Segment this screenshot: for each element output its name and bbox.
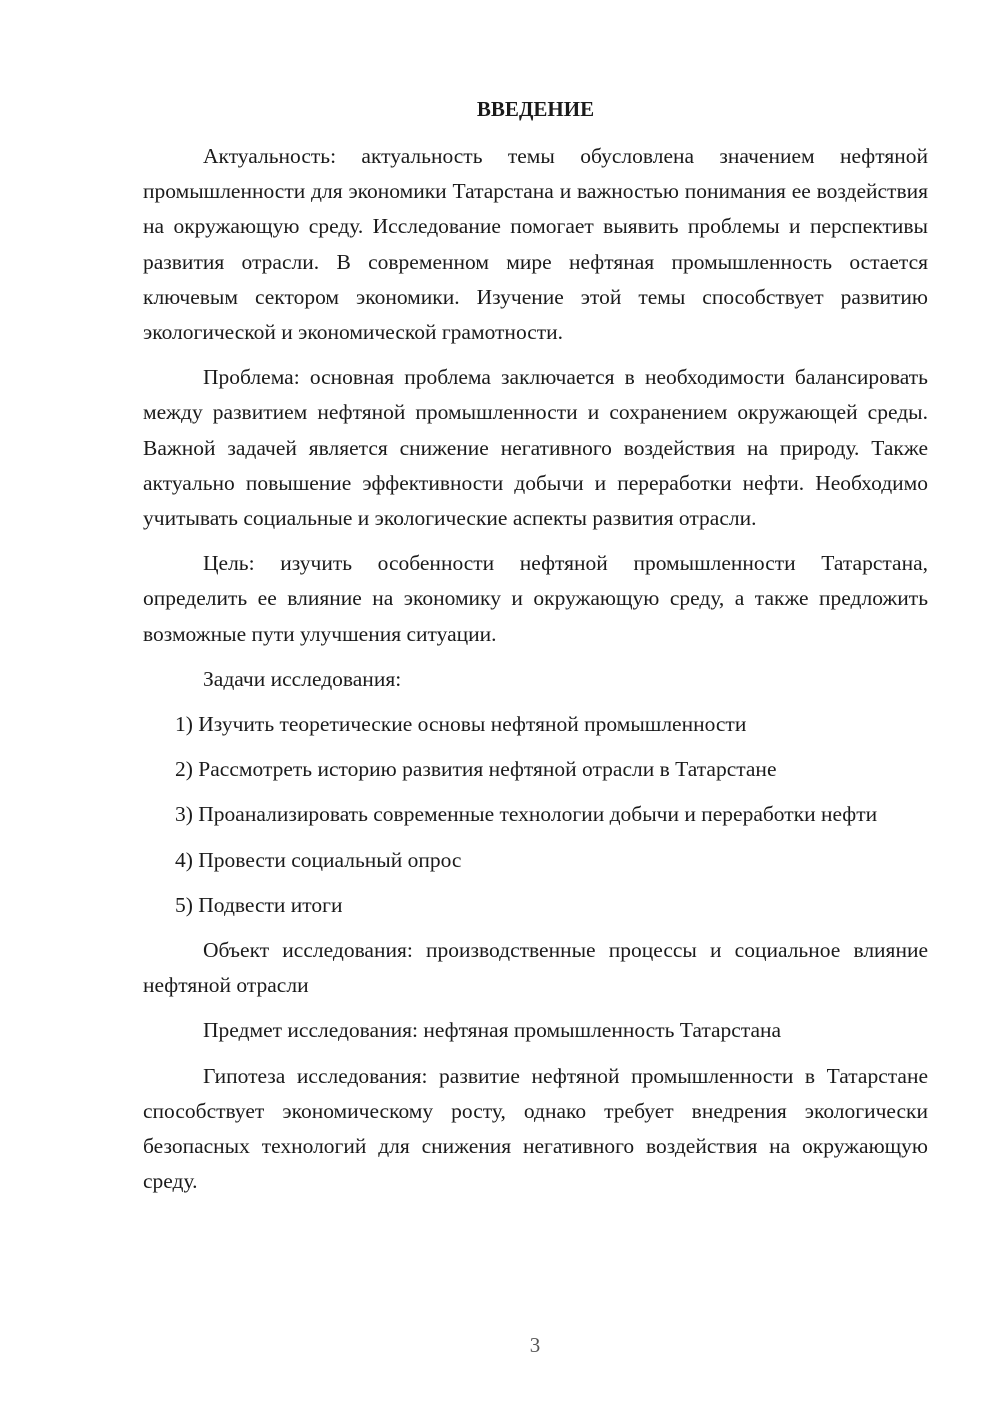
relevance-paragraph: Актуальность: актуальность темы обусловлена значением нефтяной промышленности для экономики Татарстана и важностью понимания ее воздействия на окружающую среду. Исследование помогает выявить проблемы и перспективы развития отрасли. В современном мире нефтяная промышленность остается ключевым сектором экономики. Изучение этой темы способствует развитию экологической и экономической грамотности. [143, 144, 928, 345]
section-title: ВВЕДЕНИЕ [476, 97, 595, 121]
document-page [143, 92, 928, 1209]
goal-paragraph: Цель: изучить особенности нефтяной промышленности Татарстана, определить ее влияние на экономику и окружающую среду, а также предложить возможные пути улучшения ситуации. [143, 551, 928, 646]
page-number: 3 [529, 1333, 541, 1357]
task-item-4: 4) Провести социальный опрос [175, 847, 462, 872]
task-item-1: 1) Изучить теоретические основы нефтяной промышленности [175, 712, 747, 737]
task-item-5: 5) Подвести итоги [175, 892, 343, 917]
subject-paragraph: Предмет исследования: нефтяная промышленность Татарстана [203, 1018, 782, 1043]
tasks-heading: Задачи исследования: [203, 666, 402, 691]
object-paragraph: Объект исследования: производственные процессы и социальное влияние нефтяной отрасли [143, 938, 928, 998]
task-item-3: 3) Проанализировать современные технологии добычи и переработки нефти [175, 802, 878, 827]
problem-paragraph: Проблема: основная проблема заключается в необходимости балансировать между развитием нефтяной промышленности и сохранением окружающей среды. Важной задачей является снижение негативного воздействия на природу. Также актуально повышение эффективности добычи и переработки нефти. Необходимо учитывать социальные и экологические аспекты развития отрасли. [143, 365, 928, 531]
task-item-2: 2) Рассмотреть историю развития нефтяной отрасли в Татарстане [175, 757, 777, 782]
hypothesis-paragraph: Гипотеза исследования: развитие нефтяной промышленности в Татарстане способствует экономическому росту, однако требует внедрения экологически безопасных технологий для снижения негативного воздействия на окружающую среду. [143, 1063, 928, 1194]
